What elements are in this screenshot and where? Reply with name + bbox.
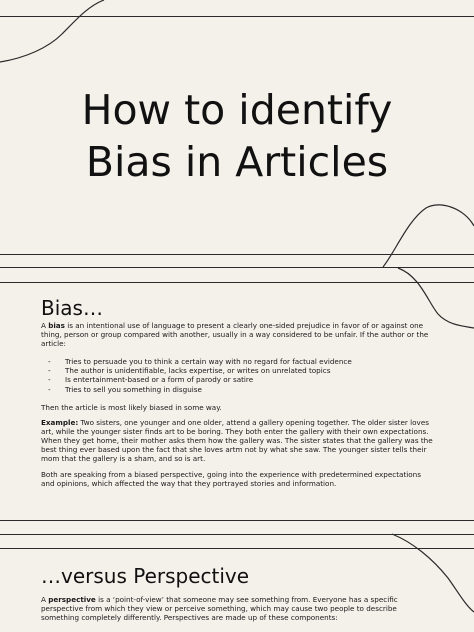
perspective-intro-text: is a ‘point-of-view’ that someone may see something from. Everyone has a specific perspective from which they view or perceive something, which may cause two people to describe something completely differently. Perspectives are made up of these components: [41, 595, 398, 623]
list-item [41, 375, 433, 384]
perspective-intro [41, 595, 433, 622]
right-droop-curve [398, 268, 474, 328]
list-item [41, 385, 433, 394]
bullet-dash: - [48, 384, 51, 394]
list-item-text: The author is unidentifiable, lacks expertise, or writes on unrelated topics [65, 366, 331, 376]
page-title [0, 84, 474, 188]
bias-intro-text: is an intentional use of language to present a clearly one-sided prejudice in favor of or against one thing, person or group compared with another, usually in a way considered to be unfair. If the author or the article: [41, 321, 429, 349]
perspective-section [41, 595, 433, 622]
divider-line-2 [0, 254, 474, 255]
bias-criteria-list [41, 357, 433, 393]
list-item-text: Tries to persuade you to think a certain way with no regard for factual evidence [65, 357, 352, 367]
list-item-text: Tries to sell you something in disguise [65, 384, 202, 394]
list-item [41, 366, 433, 375]
title-line-1: How to identify [81, 86, 393, 134]
perspective-intro-prefix: A [41, 595, 49, 604]
title-line-2: Bias in Articles [85, 138, 389, 186]
divider-line-7 [0, 548, 474, 549]
example-label: Example: [41, 417, 79, 427]
divider-line-4 [0, 282, 474, 283]
top-left-curve [0, 0, 104, 62]
bias-conclusion: Then the article is most likely biased in some way. [41, 402, 222, 412]
perspective-heading: …versus Perspective [41, 564, 250, 588]
divider-line-3 [0, 267, 474, 268]
list-item-text: Is entertainment-based or a form of parody or satire [65, 375, 254, 385]
bias-heading: Bias… [41, 296, 103, 320]
example-text: Two sisters, one younger and one older, attend a gallery opening together. The older sister loves art, while the younger sister finds art to be boring. They both enter the gallery with their own expectations. When they get home, their mother asks them how the gallery was. The sister states that the gallery was the best thing ever based upon the fact that she loves artm not by what she saw. The younger sister tells their mom that the gallery is a sham, and so is art. [41, 417, 433, 464]
divider-line-1 [0, 16, 474, 17]
divider-line-5 [0, 520, 474, 521]
list-item [41, 357, 433, 366]
bias-section [41, 321, 433, 488]
bias-example [41, 418, 433, 463]
perspective-term: perspective [48, 595, 96, 604]
divider-line-6 [0, 534, 474, 535]
bias-intro [41, 321, 433, 348]
bullet-dash: - [48, 366, 51, 376]
bullet-dash: - [48, 357, 51, 367]
right-swoosh-curve [383, 205, 474, 267]
bias-intro-prefix: A [41, 321, 49, 330]
bias-closing: Both are speaking from a biased perspective, going into the experience with predetermined expectations and opinions, which affected the way that they portrayed stories and information. [41, 470, 421, 489]
bullet-dash: - [48, 375, 51, 385]
bias-term: bias [48, 321, 65, 330]
